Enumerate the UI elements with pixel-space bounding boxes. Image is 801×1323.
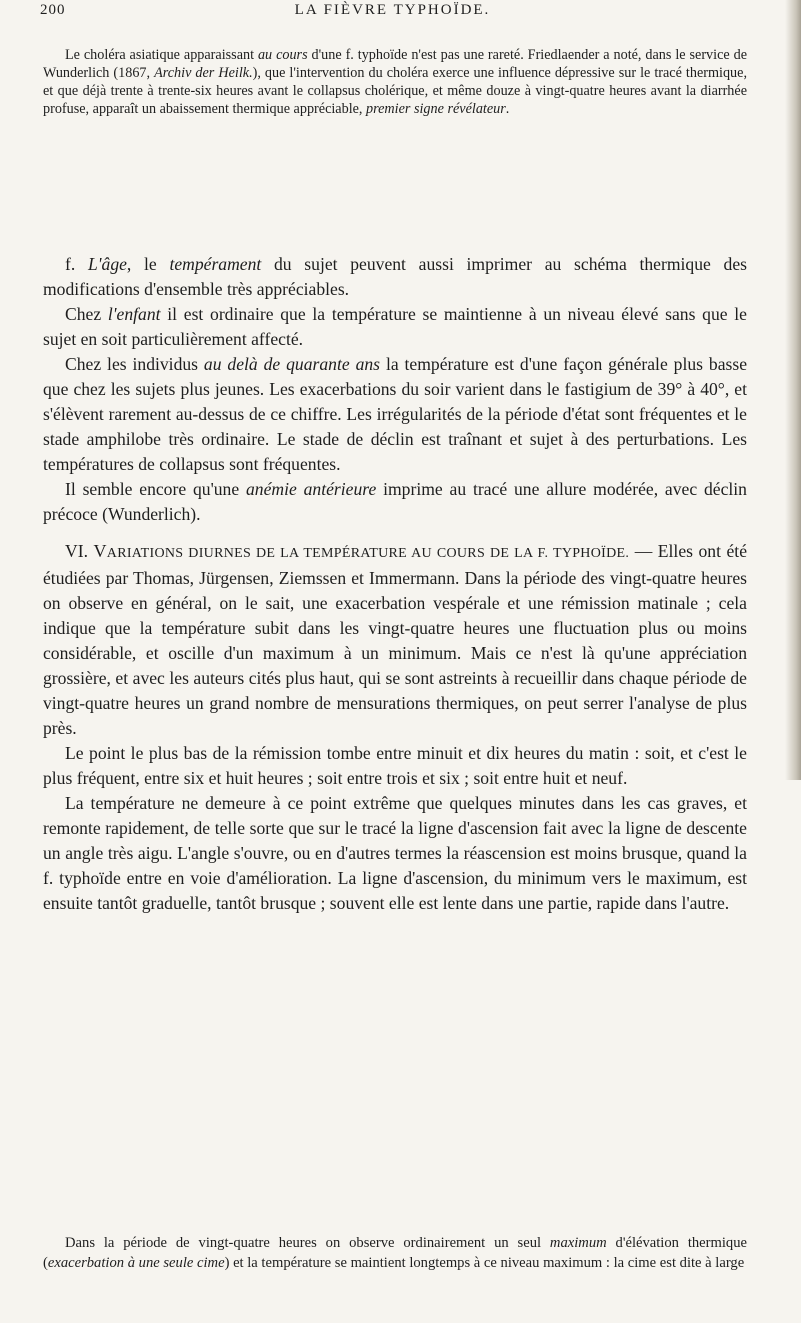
page-number: 200 bbox=[40, 2, 66, 18]
forty-paragraph: Chez les individus au delà de quarante ans la température est d'une façon générale plus basse que chez les sujets plus jeunes. Les exacerbations du soir varient dans le fastigium de 39° à 40°, et s'élèvent rarement au-dessus de ce chiffre. Les irrégularités de la période d'état sont fréquentes et le stade amphilobe très ordinaire. Le stade de déclin est traînant et sujet à des perturbations. Les températures de collapsus sont fréquentes. bbox=[43, 354, 748, 474]
running-title: LA FIÈVRE TYPHOÏDE. bbox=[294, 2, 491, 18]
section-f-paragraph: f. L'âge, le tempérament du sujet peuvent aussi imprimer au schéma thermique des modifications d'ensemble très appréciables. bbox=[43, 254, 747, 299]
temperature-paragraph: La température ne demeure à ce point extrême que quelques minutes dans les cas graves, et remonte rapidement, de telle sorte que sur le tracé la ligne d'ascension fait avec la ligne de descente un angle très aigu. L'angle s'ouvre, ou en d'autres termes la réascension est moins brusque, quand la f. typhoïde entre en voie d'amélioration. La ligne d'ascension, du minimum vers le maximum, est ensuite tantôt graduelle, tantôt brusque ; souvent elle est lente dans une partie, rapide dans l'autre. bbox=[43, 793, 747, 913]
final-paragraph: Dans la période de vingt-quatre heures on observe ordinairement un seul maximum d'élévation thermique (exacerbation à une seule cime) et la température se maintient longtemps à ce niveau maximum : la cime est dite à large bbox=[43, 1235, 747, 1271]
anemia-paragraph: Il semble encore qu'une anémie antérieure imprime au tracé une allure modérée, avec déclin précoce (Wunderlich). bbox=[43, 479, 747, 524]
lowest-point-paragraph: Le point le plus bas de la rémission tombe entre minuit et dix heures du matin : soit, et c'est le plus fréquent, entre six et huit heures ; soit entre trois et six ; soit entre huit et neuf. bbox=[43, 743, 747, 788]
page-edge-shadow bbox=[785, 0, 801, 780]
section-vi-paragraph: VI. VARIATIONS DIURNES DE LA TEMPÉRATURE AU COURS DE LA F. TYPHOÏDE. — Elles ont été étudiées par Thomas, Jürgensen, Ziemssen et Immermann. Dans la période des vingt-quatre heures on observe en général, on le sait, une exacerbation vespérale et une rémission matinale ; cela indique que la température subit dans les vingt-quatre heures une fluctuation plus ou moins considérable, et oscille d'un maximum à un minimum. Mais ce n'est là qu'une appréciation grossière, et avec les auteurs cités plus haut, qui se sont astreints à recueillir dans chaque période de vingt-quatre heures un grand nombre de mensurations thermiques, on peut serrer l'analyse de plus près. bbox=[43, 541, 747, 738]
intro-paragraph: Le choléra asiatique apparaissant au cours d'une f. typhoïde n'est pas une rareté. Friedlaender a noté, dans le service de Wunderlich (1867, Archiv der Heilk.), que l'intervention du choléra exerce une influence dépressive sur le tracé thermique, et que déjà trente à trente-six heures avant le collapsus cholérique, et même douze à vingt-quatre heures avant la diarrhée profuse, apparaît un abaissement thermique appréciable, premier signe révélateur. bbox=[43, 47, 747, 117]
section-vi-heading: VI. VARIATIONS DIURNES DE LA TEMPÉRATURE AU COURS DE LA F. TYPHOÏDE. bbox=[65, 541, 630, 561]
main-text bbox=[43, 252, 747, 916]
child-paragraph: Chez l'enfant il est ordinaire que la température se maintienne à un niveau élevé sans que le sujet en soit particulièrement affecté. bbox=[43, 304, 747, 349]
running-header bbox=[40, 2, 745, 26]
